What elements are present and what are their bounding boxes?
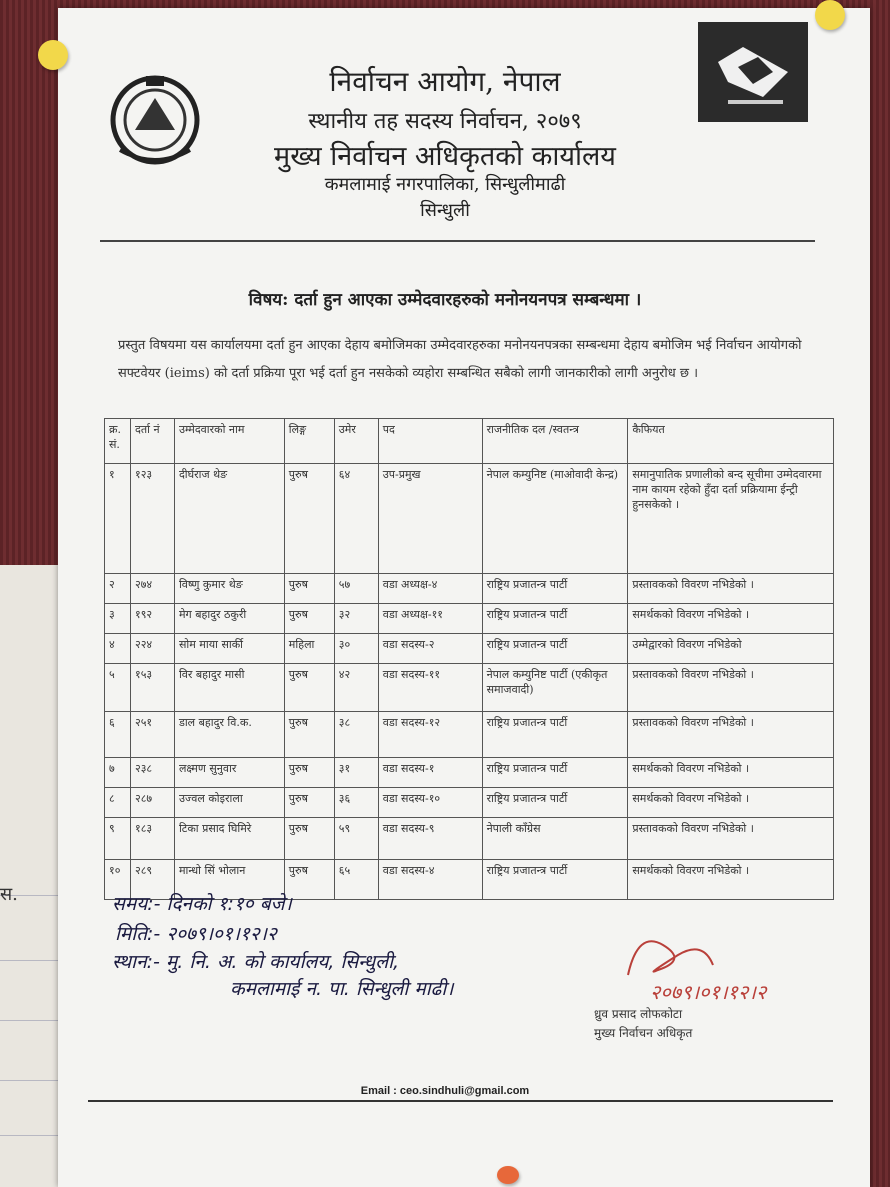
table-cell: टिका प्रसाद घिमिरे	[174, 818, 284, 860]
table-cell: १२३	[130, 464, 174, 574]
table-cell: सोम माया सार्की	[174, 634, 284, 664]
table-cell: वडा सदस्य-१२	[378, 712, 482, 758]
column-header: क्र. सं.	[105, 419, 131, 464]
header-municipality: कमलामाई नगरपालिका, सिन्धुलीमाढी	[324, 174, 566, 195]
table-cell: पुरुष	[284, 664, 334, 712]
table-cell: ७	[105, 758, 131, 788]
table-cell: वडा सदस्य-१०	[378, 788, 482, 818]
table-row	[105, 664, 834, 712]
table-cell: वडा सदस्य-९	[378, 818, 482, 860]
signatory-name: ध्रुव प्रसाद लोफकोटा	[594, 1007, 683, 1021]
header-office: मुख्य निर्वाचन अधिकृतको कार्यालय	[274, 141, 616, 172]
table-cell: ६५	[334, 860, 378, 900]
table-cell: समानुपातिक प्रणालीको बन्द सूचीमा उम्मेदवारमा नाम कायम रहेको हुँदा दर्ता प्रक्रियामा ईन्ट्री हुनसकेको ।	[628, 464, 834, 574]
table-cell: ५	[105, 664, 131, 712]
table-row	[105, 788, 834, 818]
table-cell: विष्णु कुमार थेङ	[174, 574, 284, 604]
table-cell: वडा सदस्य-२	[378, 634, 482, 664]
table-cell: उज्वल कोइराला	[174, 788, 284, 818]
handwritten-place: स्थान:- मु. नि. अ. को कार्यालय, सिन्धुली,	[112, 951, 400, 973]
handwritten-time: समय:- दिनको १:१० बजे।	[112, 893, 292, 915]
table-cell: ३८	[334, 712, 378, 758]
table-cell: दीर्घराज थेङ	[174, 464, 284, 574]
table-cell: राष्ट्रिय प्रजातन्त्र पार्टी	[482, 788, 628, 818]
table-row	[105, 604, 834, 634]
table-cell: २	[105, 574, 131, 604]
table-cell: २७४	[130, 574, 174, 604]
table-cell: प्रस्तावकको विवरण नभिडेको ।	[628, 664, 834, 712]
table-cell: प्रस्तावकको विवरण नभिडेको ।	[628, 574, 834, 604]
table-cell: २५१	[130, 712, 174, 758]
table-cell: समर्थकको विवरण नभिडेको ।	[628, 758, 834, 788]
table-cell: ३१	[334, 758, 378, 788]
table-cell: राष्ट्रिय प्रजातन्त्र पार्टी	[482, 860, 628, 900]
header-divider	[100, 240, 815, 242]
signature-date: २०७९।०१।१२।२	[650, 980, 767, 1004]
pushpin-icon	[815, 0, 845, 30]
table-cell: वडा अध्यक्ष-४	[378, 574, 482, 604]
table-cell: पुरुष	[284, 464, 334, 574]
column-header: लिङ्ग	[284, 419, 334, 464]
table-cell: राष्ट्रिय प्रजातन्त्र पार्टी	[482, 604, 628, 634]
table-cell: नेपाल कम्युनिष्ट (माओवादी केन्द्र)	[482, 464, 628, 574]
table-cell: १८३	[130, 818, 174, 860]
table-cell: ६	[105, 712, 131, 758]
table-cell: नेपाल कम्युनिष्ट पार्टी (एकीकृत समाजवादी)	[482, 664, 628, 712]
table-cell: ६४	[334, 464, 378, 574]
pushpin-icon	[497, 1166, 519, 1184]
table-cell: ४२	[334, 664, 378, 712]
table-cell: ३०	[334, 634, 378, 664]
table-row	[105, 758, 834, 788]
table-cell: १०	[105, 860, 131, 900]
table-cell: ८	[105, 788, 131, 818]
table-cell: समर्थकको विवरण नभिडेको ।	[628, 788, 834, 818]
table-cell: राष्ट्रिय प्रजातन्त्र पार्टी	[482, 758, 628, 788]
table-cell: मान्धो सिं भोलान	[174, 860, 284, 900]
footer-email: Email : ceo.sindhuli@gmail.com	[360, 1085, 530, 1097]
candidates-table	[104, 418, 834, 900]
header-subtitle: स्थानीय तह सदस्य निर्वाचन, २०७९	[308, 109, 582, 134]
table-cell: राष्ट्रिय प्रजातन्त्र पार्टी	[482, 634, 628, 664]
table-cell: डाल बहादुर वि.क.	[174, 712, 284, 758]
table-cell: ३	[105, 604, 131, 634]
table-cell: वडा सदस्य-११	[378, 664, 482, 712]
table-cell: वडा अध्यक्ष-११	[378, 604, 482, 634]
table-cell: ३२	[334, 604, 378, 634]
body-paragraph: प्रस्तुत विषयमा यस कार्यालयमा दर्ता हुन आएका देहाय बमोजिमका उम्मेदवारहरुका मनोनयनपत्रका सम्बन्धमा देहाय बमोजिम भई निर्वाचन आयोगको सफ्टवेयर (ieims) को दर्ता प्रक्रिया पूरा भई दर्ता हुन नसकेको व्यहोरा सम्बन्धित सबैको लागी जानकारीको लागी अनुरोध छ ।	[118, 338, 802, 381]
table-cell: मेग बहादुर ठकुरी	[174, 604, 284, 634]
table-row	[105, 712, 834, 758]
table-cell: पुरुष	[284, 574, 334, 604]
column-header: दर्ता नं	[130, 419, 174, 464]
table-cell: वडा सदस्य-१	[378, 758, 482, 788]
table-cell: नेपाली काँग्रेस	[482, 818, 628, 860]
table-cell: वडा सदस्य-४	[378, 860, 482, 900]
column-header: कैफियत	[628, 419, 834, 464]
table-cell: पुरुष	[284, 604, 334, 634]
table-cell: पुरुष	[284, 712, 334, 758]
table-cell: ९	[105, 818, 131, 860]
table-cell: ३६	[334, 788, 378, 818]
table-cell: १५३	[130, 664, 174, 712]
table-cell: महिला	[284, 634, 334, 664]
table-cell: विर बहादुर मासी	[174, 664, 284, 712]
table-cell: समर्थकको विवरण नभिडेको ।	[628, 604, 834, 634]
table-cell: २३८	[130, 758, 174, 788]
handwritten-date: मिति:- २०७९।०१।१२।२	[115, 923, 277, 945]
header-district: सिन्धुली	[420, 200, 470, 221]
table-cell: २८७	[130, 788, 174, 818]
table-cell: राष्ट्रिय प्रजातन्त्र पार्टी	[482, 574, 628, 604]
table-cell: ५९	[334, 818, 378, 860]
table-cell: उप-प्रमुख	[378, 464, 482, 574]
table-cell: ४	[105, 634, 131, 664]
footer-divider	[88, 1100, 833, 1102]
table-header-row	[105, 419, 834, 464]
column-header: उम्मेदवारको नाम	[174, 419, 284, 464]
signature-scribble	[618, 925, 718, 985]
table-row	[105, 574, 834, 604]
table-cell: समर्थकको विवरण नभिडेको ।	[628, 860, 834, 900]
table-cell: प्रस्तावकको विवरण नभिडेको ।	[628, 712, 834, 758]
table-cell: पुरुष	[284, 818, 334, 860]
column-header: पद	[378, 419, 482, 464]
table-row	[105, 634, 834, 664]
header-title: निर्वाचन आयोग, नेपाल	[329, 65, 561, 98]
table-row	[105, 818, 834, 860]
table-cell: १९२	[130, 604, 174, 634]
table-cell: १	[105, 464, 131, 574]
table-cell: राष्ट्रिय प्रजातन्त्र पार्टी	[482, 712, 628, 758]
table-cell: उम्मेद्वारको विवरण नभिडेको	[628, 634, 834, 664]
column-header: उमेर	[334, 419, 378, 464]
background-sheet-text: स.	[0, 884, 18, 905]
table-cell: पुरुष	[284, 860, 334, 900]
table-cell: पुरुष	[284, 788, 334, 818]
table-cell: २८९	[130, 860, 174, 900]
table-cell: प्रस्तावकको विवरण नभिडेको ।	[628, 818, 834, 860]
table-cell: पुरुष	[284, 758, 334, 788]
handwritten-place-continued: कमलामाई न. पा. सिन्धुली माढी।	[230, 978, 454, 1000]
subject-line: विषय: दर्ता हुन आएका उम्मेदवारहरुको मनोनयनपत्र सम्बन्धमा ।	[248, 290, 642, 310]
table-row	[105, 464, 834, 574]
table-cell: ५७	[334, 574, 378, 604]
table-cell: लक्ष्मण सुनुवार	[174, 758, 284, 788]
table-cell: २२४	[130, 634, 174, 664]
column-header: राजनीतिक दल /स्वतन्त्र	[482, 419, 628, 464]
signatory-title: मुख्य निर्वाचन अधिकृत	[594, 1026, 693, 1040]
